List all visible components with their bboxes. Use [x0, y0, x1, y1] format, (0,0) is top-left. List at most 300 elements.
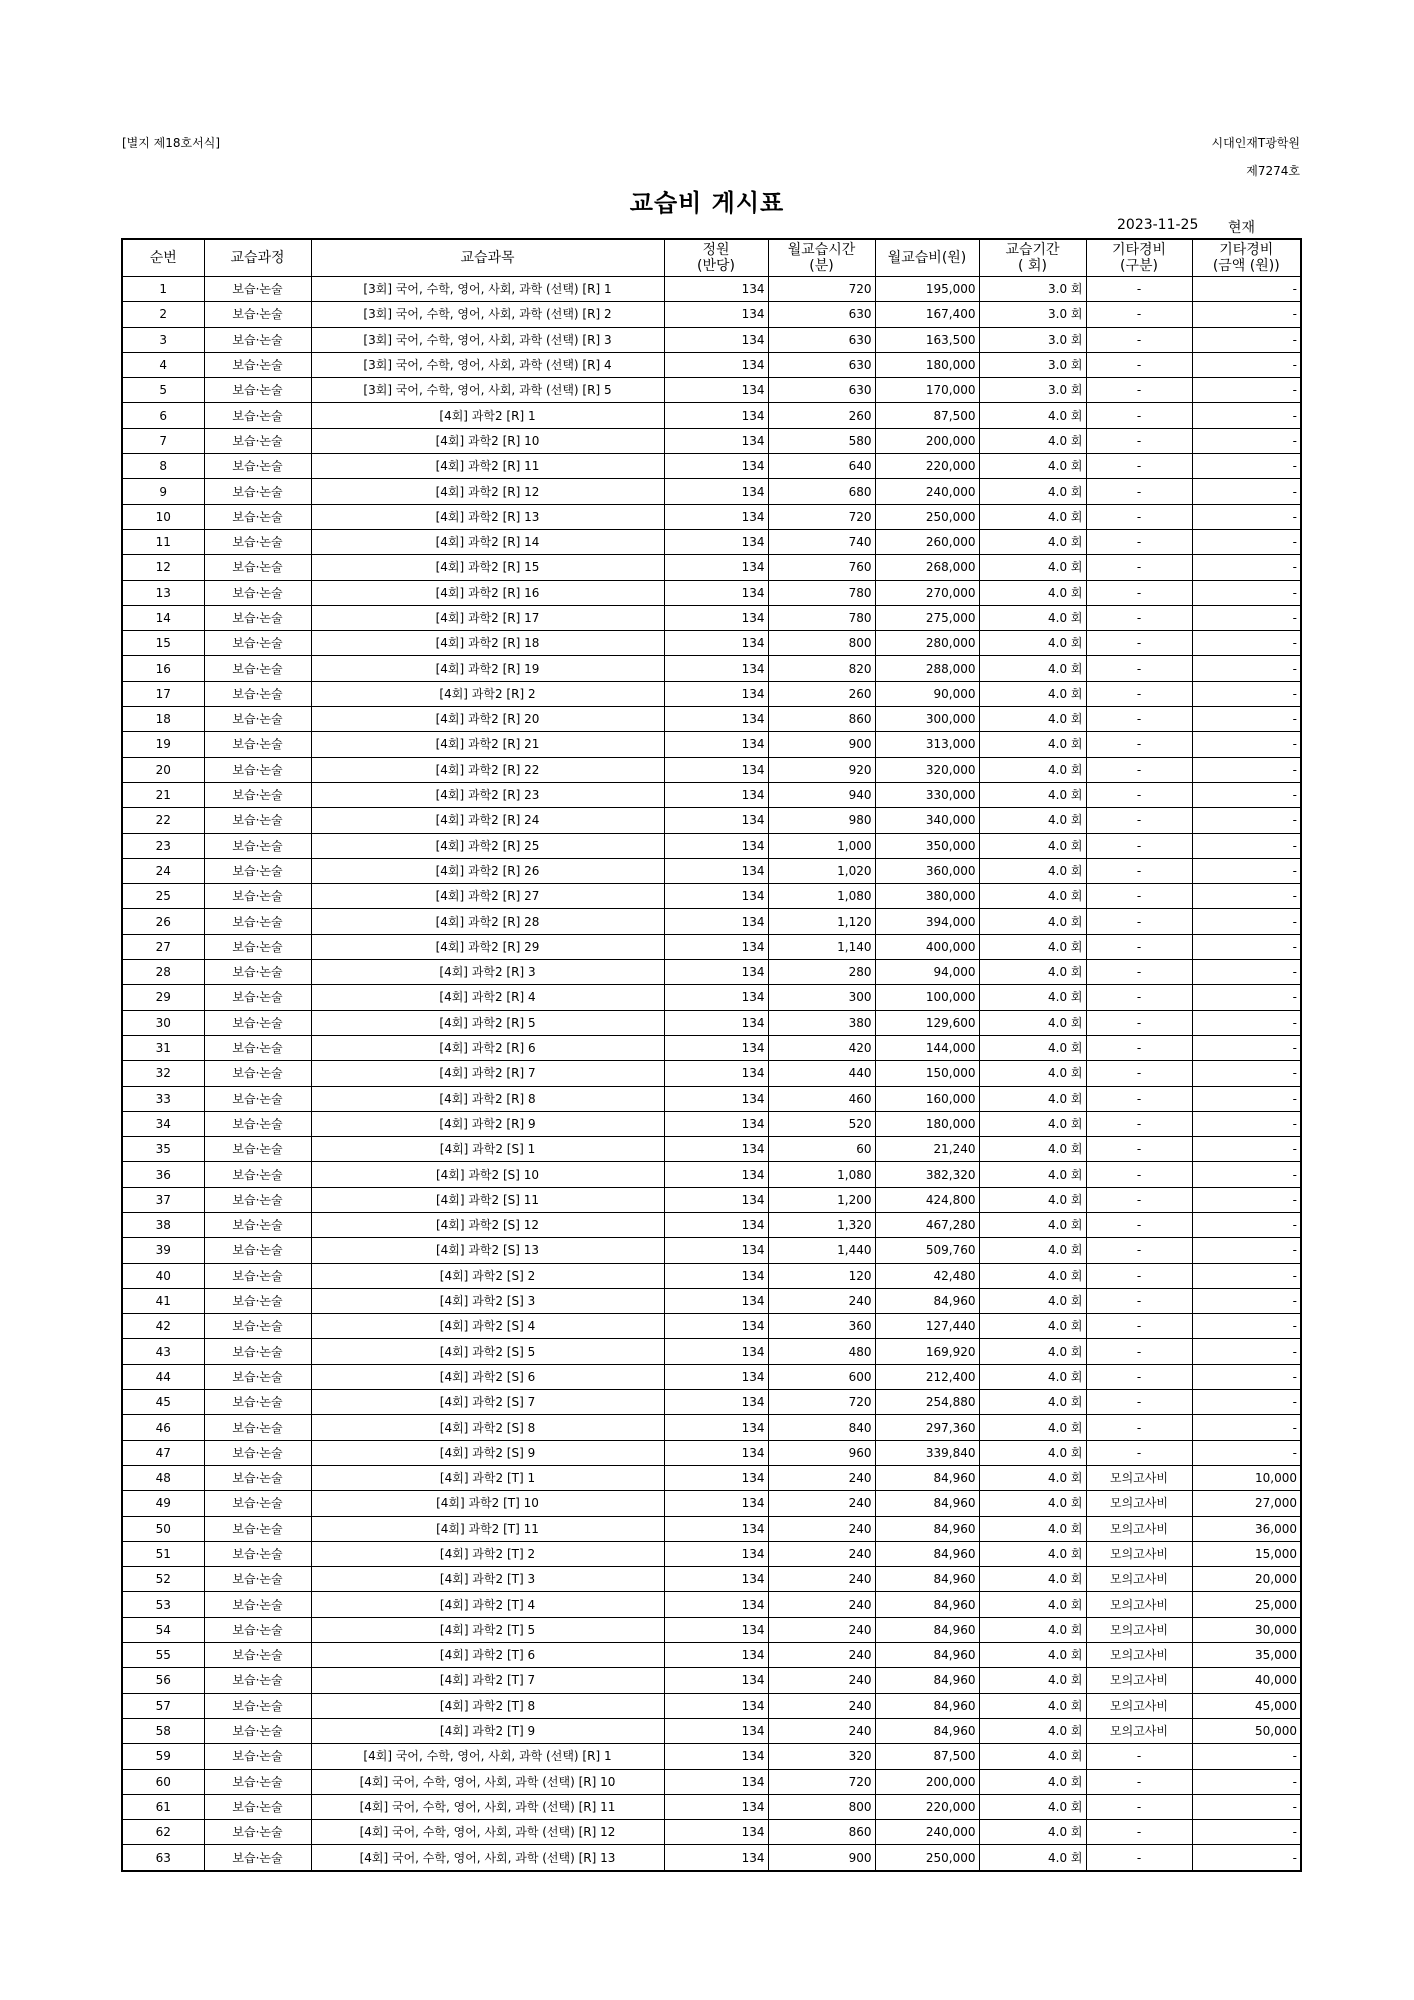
- cell-no: 60: [122, 1769, 204, 1794]
- cell-extra-type: 모의고사비: [1086, 1516, 1192, 1541]
- cell-capacity: 134: [664, 1668, 768, 1693]
- col-header-label: 정원: [702, 242, 730, 258]
- cell-course: 보습·논술: [204, 934, 311, 959]
- cell-extra-amount: 27,000: [1192, 1491, 1301, 1516]
- cell-subject: [3회] 국어, 수학, 영어, 사회, 과학 (선택) [R] 5: [311, 378, 664, 403]
- cell-period: 4.0 회: [979, 732, 1086, 757]
- cell-extra-amount: -: [1192, 681, 1301, 706]
- cell-subject: [4회] 과학2 [S] 1: [311, 1137, 664, 1162]
- table-row: [122, 934, 1301, 959]
- table-row: [122, 378, 1301, 403]
- cell-period: 4.0 회: [979, 1035, 1086, 1060]
- table-row: [122, 960, 1301, 985]
- cell-monthly-minutes: 840: [768, 1415, 875, 1440]
- page-title: 교습비 게시표: [629, 189, 785, 217]
- cell-monthly-fee: 84,960: [875, 1567, 979, 1592]
- cell-monthly-fee: 250,000: [875, 1845, 979, 1871]
- cell-capacity: 134: [664, 1794, 768, 1819]
- cell-capacity: 134: [664, 1491, 768, 1516]
- cell-monthly-fee: 84,960: [875, 1643, 979, 1668]
- form-number-label: [별지 제18호서식]: [122, 136, 220, 150]
- cell-period: 4.0 회: [979, 428, 1086, 453]
- cell-monthly-minutes: 320: [768, 1744, 875, 1769]
- cell-no: 54: [122, 1617, 204, 1642]
- cell-period: 4.0 회: [979, 707, 1086, 732]
- cell-capacity: 134: [664, 378, 768, 403]
- cell-capacity: 134: [664, 479, 768, 504]
- cell-period: 4.0 회: [979, 1592, 1086, 1617]
- cell-no: 15: [122, 631, 204, 656]
- cell-no: 16: [122, 656, 204, 681]
- table-row: [122, 1465, 1301, 1490]
- cell-subject: [4회] 과학2 [S] 2: [311, 1263, 664, 1288]
- cell-extra-amount: -: [1192, 529, 1301, 554]
- cell-subject: [4회] 과학2 [R] 23: [311, 782, 664, 807]
- cell-monthly-minutes: 960: [768, 1440, 875, 1465]
- cell-extra-amount: -: [1192, 1162, 1301, 1187]
- cell-extra-amount: -: [1192, 352, 1301, 377]
- cell-period: 4.0 회: [979, 529, 1086, 554]
- table-row: [122, 1820, 1301, 1845]
- cell-extra-type: -: [1086, 1339, 1192, 1364]
- cell-capacity: 134: [664, 1820, 768, 1845]
- cell-no: 3: [122, 327, 204, 352]
- cell-no: 34: [122, 1111, 204, 1136]
- cell-subject: [4회] 과학2 [R] 13: [311, 504, 664, 529]
- cell-course: 보습·논술: [204, 1491, 311, 1516]
- cell-monthly-fee: 220,000: [875, 1794, 979, 1819]
- cell-extra-type: -: [1086, 631, 1192, 656]
- col-header-sublabel: (구분): [1120, 258, 1158, 274]
- cell-period: 4.0 회: [979, 656, 1086, 681]
- cell-no: 53: [122, 1592, 204, 1617]
- col-header-label: 순번: [149, 250, 177, 266]
- table-row: [122, 782, 1301, 807]
- table-row: [122, 1314, 1301, 1339]
- cell-extra-amount: -: [1192, 1010, 1301, 1035]
- table-row: [122, 884, 1301, 909]
- cell-capacity: 134: [664, 403, 768, 428]
- cell-monthly-minutes: 520: [768, 1111, 875, 1136]
- col-header-subject: [311, 239, 664, 277]
- cell-period: 4.0 회: [979, 909, 1086, 934]
- cell-monthly-fee: 297,360: [875, 1415, 979, 1440]
- cell-monthly-minutes: 640: [768, 454, 875, 479]
- cell-no: 12: [122, 555, 204, 580]
- cell-no: 51: [122, 1541, 204, 1566]
- cell-monthly-fee: 240,000: [875, 1820, 979, 1845]
- cell-extra-amount: 36,000: [1192, 1516, 1301, 1541]
- cell-extra-type: -: [1086, 1010, 1192, 1035]
- cell-monthly-fee: 163,500: [875, 327, 979, 352]
- cell-course: 보습·논술: [204, 1592, 311, 1617]
- cell-course: 보습·논술: [204, 1794, 311, 1819]
- cell-capacity: 134: [664, 1693, 768, 1718]
- as-of-date: 2023-11-25: [1117, 217, 1199, 233]
- cell-subject: [3회] 국어, 수학, 영어, 사회, 과학 (선택) [R] 3: [311, 327, 664, 352]
- cell-extra-type: -: [1086, 1415, 1192, 1440]
- cell-capacity: 134: [664, 1845, 768, 1871]
- cell-capacity: 134: [664, 1440, 768, 1465]
- cell-extra-amount: -: [1192, 277, 1301, 302]
- cell-course: 보습·논술: [204, 1390, 311, 1415]
- cell-no: 6: [122, 403, 204, 428]
- cell-subject: [4회] 국어, 수학, 영어, 사회, 과학 (선택) [R] 13: [311, 1845, 664, 1871]
- cell-monthly-fee: 180,000: [875, 1111, 979, 1136]
- cell-extra-type: -: [1086, 833, 1192, 858]
- cell-monthly-minutes: 240: [768, 1718, 875, 1743]
- cell-capacity: 134: [664, 1010, 768, 1035]
- table-row: [122, 277, 1301, 302]
- cell-monthly-fee: 270,000: [875, 580, 979, 605]
- cell-period: 3.0 회: [979, 277, 1086, 302]
- cell-monthly-minutes: 240: [768, 1288, 875, 1313]
- table-row: [122, 1390, 1301, 1415]
- table-row: [122, 985, 1301, 1010]
- cell-monthly-minutes: 240: [768, 1541, 875, 1566]
- cell-extra-amount: -: [1192, 1212, 1301, 1237]
- cell-extra-amount: -: [1192, 960, 1301, 985]
- cell-period: 4.0 회: [979, 1718, 1086, 1743]
- table-row: [122, 1541, 1301, 1566]
- cell-course: 보습·논술: [204, 757, 311, 782]
- table-header-row: [122, 239, 1301, 277]
- col-header-monthly-fee: [875, 239, 979, 277]
- cell-extra-type: -: [1086, 960, 1192, 985]
- cell-monthly-fee: 350,000: [875, 833, 979, 858]
- cell-monthly-fee: 169,920: [875, 1339, 979, 1364]
- cell-course: 보습·논술: [204, 1187, 311, 1212]
- cell-extra-amount: -: [1192, 631, 1301, 656]
- cell-no: 10: [122, 504, 204, 529]
- cell-course: 보습·논술: [204, 1567, 311, 1592]
- cell-extra-amount: -: [1192, 428, 1301, 453]
- cell-monthly-minutes: 360: [768, 1314, 875, 1339]
- cell-extra-type: -: [1086, 1111, 1192, 1136]
- cell-subject: [4회] 과학2 [R] 18: [311, 631, 664, 656]
- cell-course: 보습·논술: [204, 1617, 311, 1642]
- cell-monthly-fee: 144,000: [875, 1035, 979, 1060]
- cell-capacity: 134: [664, 1390, 768, 1415]
- cell-course: 보습·논술: [204, 1643, 311, 1668]
- cell-extra-type: -: [1086, 1769, 1192, 1794]
- cell-monthly-minutes: 1,080: [768, 1162, 875, 1187]
- cell-extra-type: 모의고사비: [1086, 1668, 1192, 1693]
- cell-extra-type: 모의고사비: [1086, 1643, 1192, 1668]
- cell-extra-amount: -: [1192, 1744, 1301, 1769]
- cell-extra-type: -: [1086, 808, 1192, 833]
- as-of-label: 현재: [1228, 220, 1256, 236]
- table-row: [122, 1491, 1301, 1516]
- cell-period: 4.0 회: [979, 1744, 1086, 1769]
- cell-monthly-fee: 84,960: [875, 1491, 979, 1516]
- cell-extra-type: -: [1086, 1364, 1192, 1389]
- table-row: [122, 1212, 1301, 1237]
- cell-monthly-minutes: 240: [768, 1643, 875, 1668]
- cell-monthly-fee: 220,000: [875, 454, 979, 479]
- cell-extra-amount: 40,000: [1192, 1668, 1301, 1693]
- cell-course: 보습·논술: [204, 1035, 311, 1060]
- cell-monthly-fee: 87,500: [875, 403, 979, 428]
- cell-extra-type: -: [1086, 454, 1192, 479]
- cell-period: 3.0 회: [979, 327, 1086, 352]
- cell-period: 4.0 회: [979, 1212, 1086, 1237]
- cell-period: 4.0 회: [979, 1440, 1086, 1465]
- cell-monthly-fee: 180,000: [875, 352, 979, 377]
- cell-course: 보습·논술: [204, 580, 311, 605]
- table-row: [122, 1794, 1301, 1819]
- cell-no: 29: [122, 985, 204, 1010]
- cell-course: 보습·논술: [204, 1010, 311, 1035]
- table-row: [122, 1061, 1301, 1086]
- cell-extra-type: -: [1086, 1288, 1192, 1313]
- cell-monthly-fee: 424,800: [875, 1187, 979, 1212]
- cell-period: 4.0 회: [979, 1339, 1086, 1364]
- cell-subject: [4회] 과학2 [T] 2: [311, 1541, 664, 1566]
- cell-subject: [4회] 과학2 [T] 1: [311, 1465, 664, 1490]
- cell-period: 4.0 회: [979, 1465, 1086, 1490]
- cell-monthly-minutes: 1,320: [768, 1212, 875, 1237]
- cell-subject: [4회] 과학2 [R] 11: [311, 454, 664, 479]
- cell-subject: [4회] 과학2 [T] 5: [311, 1617, 664, 1642]
- cell-period: 4.0 회: [979, 403, 1086, 428]
- table-row: [122, 656, 1301, 681]
- cell-capacity: 134: [664, 454, 768, 479]
- cell-capacity: 134: [664, 1288, 768, 1313]
- cell-extra-type: -: [1086, 656, 1192, 681]
- table-row: [122, 1339, 1301, 1364]
- table-row: [122, 732, 1301, 757]
- cell-monthly-minutes: 630: [768, 302, 875, 327]
- cell-monthly-minutes: 740: [768, 529, 875, 554]
- table-row: [122, 504, 1301, 529]
- cell-no: 23: [122, 833, 204, 858]
- cell-course: 보습·논술: [204, 960, 311, 985]
- cell-capacity: 134: [664, 1035, 768, 1060]
- cell-extra-amount: 20,000: [1192, 1567, 1301, 1592]
- cell-extra-amount: -: [1192, 757, 1301, 782]
- cell-extra-amount: -: [1192, 504, 1301, 529]
- table-row: [122, 1137, 1301, 1162]
- cell-course: 보습·논술: [204, 1212, 311, 1237]
- cell-monthly-minutes: 300: [768, 985, 875, 1010]
- cell-course: 보습·논술: [204, 1339, 311, 1364]
- cell-monthly-minutes: 420: [768, 1035, 875, 1060]
- cell-subject: [4회] 과학2 [R] 22: [311, 757, 664, 782]
- cell-course: 보습·논술: [204, 1061, 311, 1086]
- table-row: [122, 1693, 1301, 1718]
- cell-monthly-minutes: 240: [768, 1516, 875, 1541]
- cell-capacity: 134: [664, 833, 768, 858]
- cell-extra-amount: -: [1192, 808, 1301, 833]
- cell-monthly-minutes: 630: [768, 327, 875, 352]
- cell-monthly-fee: 320,000: [875, 757, 979, 782]
- cell-no: 61: [122, 1794, 204, 1819]
- cell-course: 보습·논술: [204, 681, 311, 706]
- cell-extra-type: -: [1086, 1845, 1192, 1871]
- cell-no: 8: [122, 454, 204, 479]
- cell-extra-type: -: [1086, 352, 1192, 377]
- table-row: [122, 454, 1301, 479]
- cell-monthly-fee: 129,600: [875, 1010, 979, 1035]
- cell-extra-amount: -: [1192, 454, 1301, 479]
- cell-extra-type: -: [1086, 327, 1192, 352]
- cell-no: 37: [122, 1187, 204, 1212]
- cell-extra-amount: -: [1192, 732, 1301, 757]
- cell-subject: [4회] 과학2 [T] 3: [311, 1567, 664, 1592]
- cell-monthly-fee: 84,960: [875, 1718, 979, 1743]
- cell-period: 4.0 회: [979, 1643, 1086, 1668]
- cell-capacity: 134: [664, 1643, 768, 1668]
- cell-period: 4.0 회: [979, 1567, 1086, 1592]
- cell-extra-amount: 25,000: [1192, 1592, 1301, 1617]
- cell-extra-type: 모의고사비: [1086, 1617, 1192, 1642]
- cell-course: 보습·논술: [204, 605, 311, 630]
- cell-course: 보습·논술: [204, 808, 311, 833]
- cell-subject: [4회] 과학2 [R] 21: [311, 732, 664, 757]
- cell-monthly-minutes: 1,080: [768, 884, 875, 909]
- cell-no: 30: [122, 1010, 204, 1035]
- cell-period: 4.0 회: [979, 605, 1086, 630]
- cell-extra-amount: 15,000: [1192, 1541, 1301, 1566]
- cell-monthly-fee: 254,880: [875, 1390, 979, 1415]
- cell-extra-amount: -: [1192, 858, 1301, 883]
- cell-subject: [3회] 국어, 수학, 영어, 사회, 과학 (선택) [R] 4: [311, 352, 664, 377]
- cell-extra-amount: -: [1192, 656, 1301, 681]
- cell-monthly-fee: 84,960: [875, 1541, 979, 1566]
- cell-monthly-minutes: 480: [768, 1339, 875, 1364]
- cell-monthly-minutes: 860: [768, 1820, 875, 1845]
- cell-no: 20: [122, 757, 204, 782]
- cell-course: 보습·논술: [204, 277, 311, 302]
- table-row: [122, 1845, 1301, 1871]
- cell-subject: [4회] 과학2 [R] 8: [311, 1086, 664, 1111]
- cell-monthly-fee: 84,960: [875, 1592, 979, 1617]
- cell-capacity: 134: [664, 555, 768, 580]
- cell-extra-amount: -: [1192, 1137, 1301, 1162]
- cell-extra-type: -: [1086, 1263, 1192, 1288]
- cell-monthly-minutes: 900: [768, 1845, 875, 1871]
- cell-period: 4.0 회: [979, 1364, 1086, 1389]
- cell-monthly-fee: 90,000: [875, 681, 979, 706]
- cell-period: 4.0 회: [979, 1111, 1086, 1136]
- table-row: [122, 428, 1301, 453]
- cell-extra-type: 모의고사비: [1086, 1718, 1192, 1743]
- cell-monthly-fee: 84,960: [875, 1617, 979, 1642]
- cell-monthly-fee: 42,480: [875, 1263, 979, 1288]
- table-row: [122, 1744, 1301, 1769]
- table-row: [122, 1086, 1301, 1111]
- cell-no: 32: [122, 1061, 204, 1086]
- cell-period: 4.0 회: [979, 1288, 1086, 1313]
- cell-period: 4.0 회: [979, 985, 1086, 1010]
- cell-monthly-fee: 288,000: [875, 656, 979, 681]
- cell-monthly-fee: 212,400: [875, 1364, 979, 1389]
- cell-monthly-fee: 340,000: [875, 808, 979, 833]
- tuition-fee-table: [121, 238, 1302, 1872]
- table-row: [122, 1718, 1301, 1743]
- cell-subject: [4회] 과학2 [S] 3: [311, 1288, 664, 1313]
- cell-monthly-minutes: 720: [768, 1769, 875, 1794]
- cell-monthly-minutes: 780: [768, 605, 875, 630]
- cell-course: 보습·논술: [204, 352, 311, 377]
- cell-capacity: 134: [664, 656, 768, 681]
- cell-course: 보습·논술: [204, 1137, 311, 1162]
- cell-monthly-fee: 250,000: [875, 504, 979, 529]
- cell-subject: [4회] 과학2 [T] 9: [311, 1718, 664, 1743]
- cell-extra-amount: -: [1192, 1061, 1301, 1086]
- cell-capacity: 134: [664, 1718, 768, 1743]
- cell-course: 보습·논술: [204, 1288, 311, 1313]
- cell-course: 보습·논술: [204, 1415, 311, 1440]
- cell-no: 46: [122, 1415, 204, 1440]
- cell-monthly-minutes: 580: [768, 428, 875, 453]
- col-header-label: 기타경비: [1111, 242, 1167, 258]
- table-row: [122, 1035, 1301, 1060]
- cell-period: 4.0 회: [979, 454, 1086, 479]
- cell-capacity: 134: [664, 985, 768, 1010]
- cell-extra-amount: -: [1192, 1845, 1301, 1871]
- col-header-label: 월교습시간: [787, 242, 856, 258]
- cell-monthly-fee: 467,280: [875, 1212, 979, 1237]
- cell-extra-amount: 35,000: [1192, 1643, 1301, 1668]
- table-row: [122, 1668, 1301, 1693]
- cell-no: 14: [122, 605, 204, 630]
- table-row: [122, 631, 1301, 656]
- cell-extra-amount: -: [1192, 1364, 1301, 1389]
- cell-extra-type: 모의고사비: [1086, 1491, 1192, 1516]
- cell-course: 보습·논술: [204, 454, 311, 479]
- cell-capacity: 134: [664, 934, 768, 959]
- cell-extra-type: -: [1086, 732, 1192, 757]
- cell-subject: [4회] 과학2 [R] 14: [311, 529, 664, 554]
- table-row: [122, 1516, 1301, 1541]
- cell-subject: [3회] 국어, 수학, 영어, 사회, 과학 (선택) [R] 1: [311, 277, 664, 302]
- cell-course: 보습·논술: [204, 858, 311, 883]
- cell-subject: [4회] 과학2 [T] 7: [311, 1668, 664, 1693]
- cell-subject: [4회] 국어, 수학, 영어, 사회, 과학 (선택) [R] 12: [311, 1820, 664, 1845]
- cell-subject: [4회] 과학2 [T] 6: [311, 1643, 664, 1668]
- cell-extra-type: -: [1086, 302, 1192, 327]
- cell-no: 31: [122, 1035, 204, 1060]
- cell-monthly-fee: 200,000: [875, 1769, 979, 1794]
- cell-extra-type: -: [1086, 504, 1192, 529]
- cell-no: 63: [122, 1845, 204, 1871]
- cell-extra-amount: -: [1192, 1339, 1301, 1364]
- table-row: [122, 327, 1301, 352]
- cell-capacity: 134: [664, 428, 768, 453]
- cell-monthly-fee: 313,000: [875, 732, 979, 757]
- cell-monthly-fee: 84,960: [875, 1668, 979, 1693]
- col-header-period: [979, 239, 1086, 277]
- cell-monthly-fee: 167,400: [875, 302, 979, 327]
- cell-no: 19: [122, 732, 204, 757]
- cell-subject: [4회] 과학2 [R] 6: [311, 1035, 664, 1060]
- cell-extra-amount: -: [1192, 1314, 1301, 1339]
- cell-extra-amount: 30,000: [1192, 1617, 1301, 1642]
- table-row: [122, 352, 1301, 377]
- cell-monthly-minutes: 1,120: [768, 909, 875, 934]
- cell-no: 55: [122, 1643, 204, 1668]
- cell-capacity: 134: [664, 1162, 768, 1187]
- cell-subject: [4회] 과학2 [R] 4: [311, 985, 664, 1010]
- col-header-label: 기타경비: [1219, 242, 1274, 258]
- cell-capacity: 134: [664, 1744, 768, 1769]
- cell-extra-amount: -: [1192, 707, 1301, 732]
- cell-monthly-minutes: 760: [768, 555, 875, 580]
- cell-extra-type: -: [1086, 605, 1192, 630]
- cell-monthly-fee: 330,000: [875, 782, 979, 807]
